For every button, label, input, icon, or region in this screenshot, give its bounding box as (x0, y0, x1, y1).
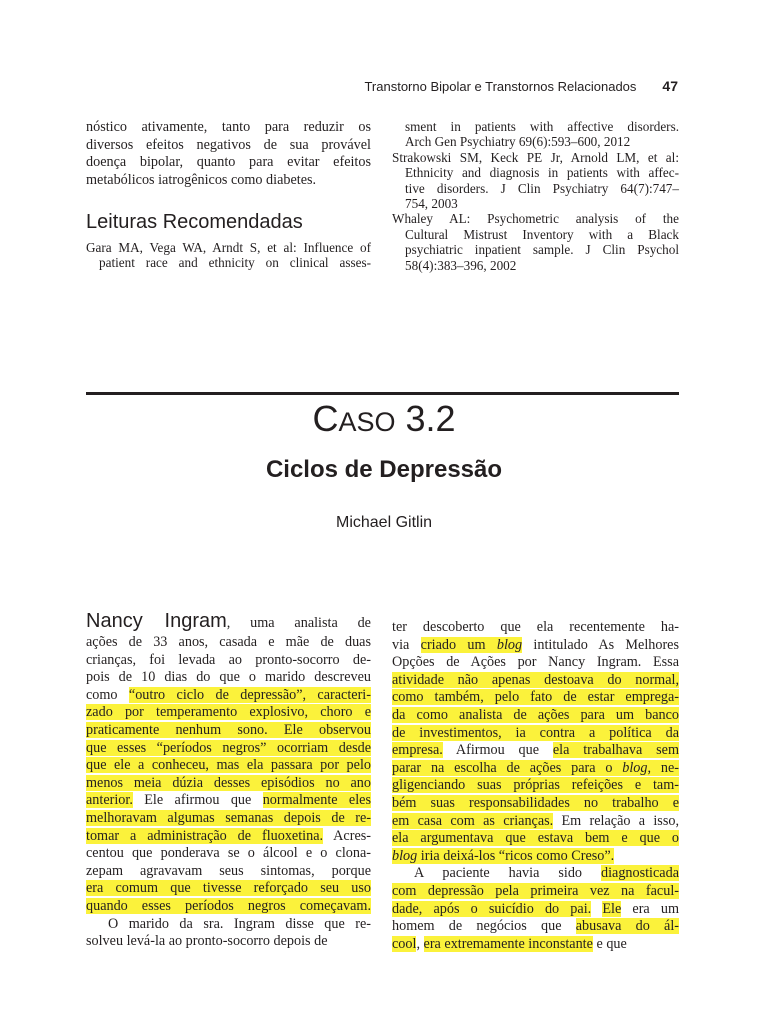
highlighted-text: de investimentos, ia contra a política da (392, 724, 679, 741)
text-segment: homem de negócios que (392, 918, 576, 935)
text-segment: ações de 33 anos, casada e mãe de duas (86, 634, 371, 650)
case-label-rest: ASO (338, 407, 396, 437)
text-line (392, 742, 679, 760)
text-segment: , uma analista de (226, 615, 371, 631)
highlighted-text: blog (622, 759, 648, 776)
text-line (86, 916, 371, 934)
highlighted-text: Ele (602, 900, 622, 917)
reference-line: 754, 2003 (405, 196, 458, 212)
highlighted-text: iria deixá-los “ricos como Creso”. (417, 847, 615, 864)
text-line (86, 775, 371, 793)
text-line (86, 933, 371, 951)
highlighted-text: como também, pelo fato de estar emprega- (392, 689, 679, 706)
text-segment: Em relação a isso, (553, 812, 679, 829)
text-segment (591, 901, 602, 917)
text-segment: O marido da sra. Ingram disse que re- (108, 915, 371, 932)
case-title (0, 398, 768, 440)
text-line (86, 722, 371, 740)
highlighted-text: empresa. (392, 742, 443, 759)
text-line (86, 828, 371, 846)
running-head (364, 78, 678, 94)
reference-line: 58(4):383–396, 2002 (405, 257, 517, 273)
text-line (86, 652, 371, 670)
text-line (392, 672, 679, 690)
text-line: diversos efeitos negativos de sua provável (86, 136, 371, 153)
highlighted-text: anterior. (86, 792, 133, 809)
text-segment: ter descoberto que ela recentemente ha- (392, 619, 679, 635)
top-left-column (86, 119, 371, 270)
text-segment: Acres- (323, 827, 371, 844)
reference-entry (86, 240, 371, 271)
body-left-column (86, 610, 371, 951)
reference-line: Ethnicity and diagnosis in patients with affec- (405, 165, 679, 181)
page-number: 47 (662, 78, 678, 94)
highlighted-text: com depressão pela primeira vez na facul- (392, 882, 679, 899)
text-segment: A paciente havia sido (414, 865, 601, 882)
reference-line: sment in patients with affective disorders. (405, 119, 679, 134)
top-right-column (392, 119, 679, 273)
highlighted-text: criado um (420, 636, 497, 653)
highlighted-text: era extremamente inconstante (423, 935, 593, 952)
reference-line: tive disorders. J Clin Psychiatry 64(7):747– (405, 180, 679, 196)
highlighted-text: normalmente eles (262, 792, 371, 809)
text-line (86, 687, 371, 705)
reference-line: Strakowski SM, Keck PE Jr, Arnold LM, et al: (392, 149, 679, 165)
text-line (392, 777, 679, 795)
text-line (392, 725, 679, 743)
reference-line: Gara MA, Vega WA, Arndt S, et al: Influence of (86, 239, 371, 255)
text-line (86, 757, 371, 775)
highlighted-text: bém suas responsabilidades no trabalho e (392, 794, 679, 811)
text-line (392, 813, 679, 831)
text-line (86, 740, 371, 758)
highlighted-text: ela trabalhava sem (552, 742, 679, 759)
patient-name-lead: Nancy Ingram (86, 610, 227, 632)
highlighted-text: em casa com as crianças. (392, 812, 554, 829)
text-segment: era um (621, 900, 680, 917)
text-line (392, 865, 679, 883)
highlighted-text: blog (496, 636, 523, 653)
highlighted-text: diagnosticada (600, 865, 679, 882)
body-right-column (392, 619, 679, 953)
text-line (392, 707, 679, 725)
highlighted-text: da como analista de ações para um banco (392, 706, 679, 723)
text-segment: Ele afirmou que (132, 792, 263, 809)
text-line (392, 637, 679, 655)
reference-line: Cultural Mistrust Inventory with a Black (405, 226, 679, 242)
highlighted-text: era comum que tivesse reforçado seu uso (86, 880, 371, 897)
text-line (86, 704, 371, 722)
text-line (392, 689, 679, 707)
text-segment: Opções de Ações por Nancy Ingram. Essa (392, 654, 679, 671)
author-name: Michael Gitlin (335, 514, 433, 531)
text-segment: , (416, 935, 424, 952)
highlighted-text: parar na escolha de ações para o (392, 759, 623, 776)
text-segment: Afirmou que (442, 742, 553, 759)
highlighted-text: que ele a conheceu, mas ela passara por pelo (86, 757, 371, 774)
case-label-initial: C (312, 398, 339, 439)
text-segment: solveu levá-la ao pronto-socorro depois de (86, 933, 328, 950)
text-segment: como (86, 686, 129, 703)
text-line (392, 936, 679, 954)
text-line (86, 610, 371, 634)
text-segment: zepam agravavam seus sintomas, porque (86, 862, 371, 879)
text-segment: crianças, foi levada ao pronto-socorro de- (86, 651, 371, 668)
text-line: nóstico ativamente, tanto para reduzir os (86, 119, 371, 135)
text-line (86, 863, 371, 881)
highlighted-text: “outro ciclo de depressão”, caracteri- (128, 686, 371, 703)
text-segment: pois de 10 dias do que o marido descreveu (86, 669, 371, 686)
case-number: 3.2 (405, 398, 456, 439)
reference-line: Arch Gen Psychiatry 69(6):593–600, 2012 (405, 134, 631, 150)
reference-line: patient race and ethnicity on clinical asses- (99, 254, 371, 270)
text-line (392, 830, 679, 848)
paragraph-continuation (86, 119, 371, 189)
reference-line: Whaley AL: Psychometric analysis of the (392, 211, 679, 227)
text-line: doença bipolar, quanto para evitar efeitos (86, 154, 371, 170)
text-line (392, 918, 679, 936)
highlighted-text: abusava do ál- (575, 918, 679, 935)
text-line: metabólicos iatrogênicos como diabetes. (86, 171, 317, 188)
text-line (86, 792, 371, 810)
highlighted-text: zado por temperamento explosivo, choro e (86, 704, 371, 721)
text-line (392, 901, 679, 919)
highlighted-text: atividade não apenas destoava do normal, (392, 671, 679, 688)
highlighted-text: gligenciando suas próprias refeições e tam- (392, 777, 679, 794)
text-line (86, 669, 371, 687)
highlighted-text: melhoravam algumas semanas depois de re- (86, 809, 371, 826)
text-segment: centou que ponderava se o álcool e o clona- (86, 845, 371, 862)
highlighted-text: quando esses períodos negros começavam. (86, 897, 371, 914)
highlighted-text: menos meia dúzia desses episódios no ano (86, 774, 371, 791)
highlighted-text: praticamente nenhum sono. Ele observou (86, 721, 371, 738)
text-segment: intitulado As Melhores (522, 636, 680, 653)
highlighted-text: tomar a administração de fluoxetina. (86, 827, 324, 844)
text-line (392, 654, 679, 672)
running-head-title: Transtorno Bipolar e Transtornos Relacionados (364, 79, 637, 94)
text-line (86, 880, 371, 898)
highlighted-text: blog (392, 847, 418, 864)
section-heading: Leituras Recomendadas (86, 211, 303, 233)
chapter-title: Ciclos de Depressão (265, 456, 503, 483)
section-divider (86, 392, 679, 395)
text-line (86, 898, 371, 916)
highlighted-text: dade, após o suicídio do pai. (392, 900, 592, 917)
text-line (392, 848, 679, 866)
highlighted-text: ela argumentava que estava bem e que o (392, 830, 679, 847)
text-line (392, 760, 679, 778)
text-line (86, 634, 371, 652)
text-segment: e que (592, 935, 627, 952)
text-line (392, 795, 679, 813)
highlighted-text: cool (392, 935, 417, 952)
text-line (392, 883, 679, 901)
text-line (86, 810, 371, 828)
highlighted-text: , ne- (647, 759, 679, 776)
highlighted-text: que esses “períodos negros” ocorriam desde (86, 739, 371, 756)
text-line (392, 619, 679, 637)
text-segment: via (392, 636, 421, 653)
reference-line: psychiatric inpatient sample. J Clin Psychol (405, 242, 679, 258)
text-line (86, 845, 371, 863)
